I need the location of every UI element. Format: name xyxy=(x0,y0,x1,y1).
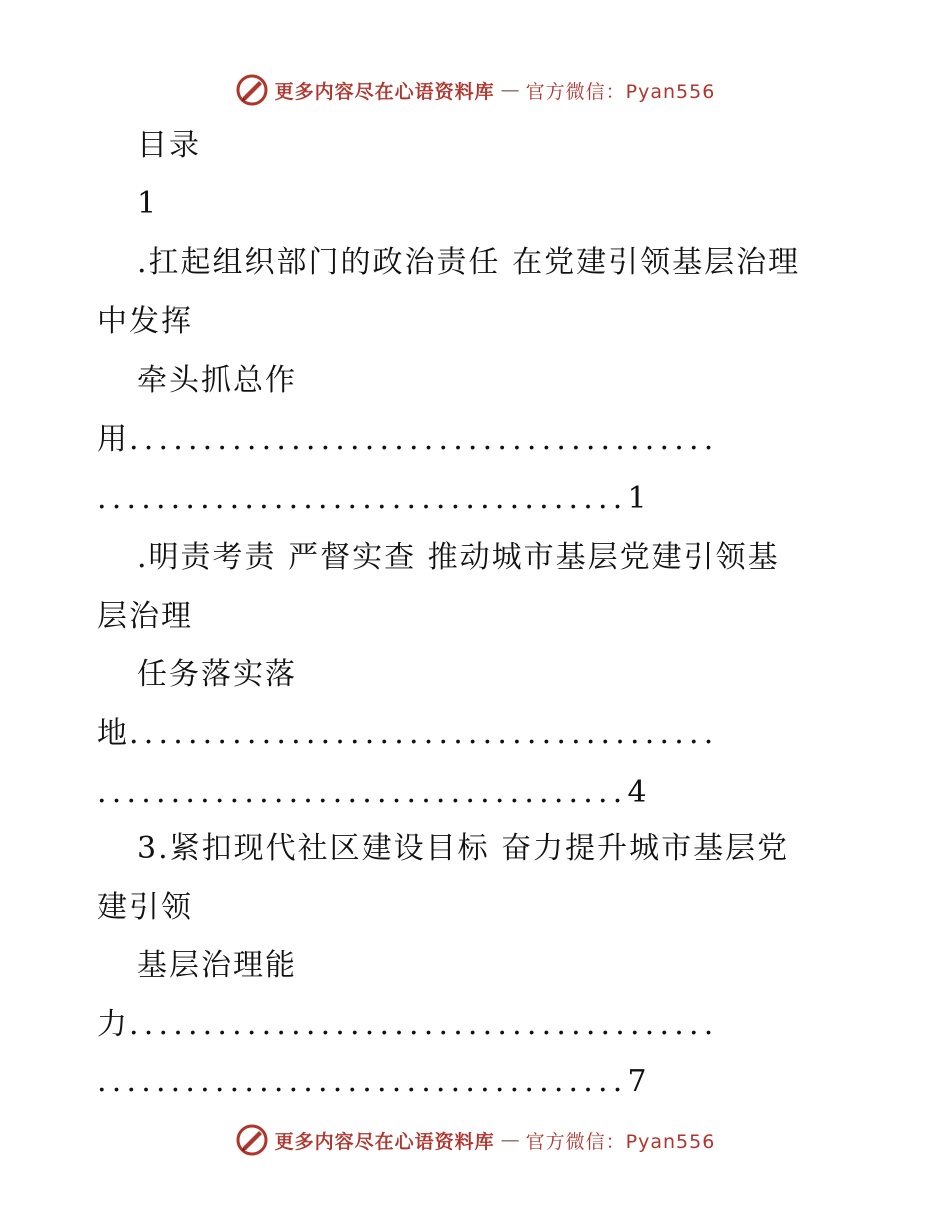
toc-entry3-line3: 基层治理能 xyxy=(137,948,297,983)
toc-entry3-leader2 xyxy=(97,1062,649,1102)
banner-separator: — xyxy=(500,1129,520,1151)
banner-separator: — xyxy=(500,79,520,101)
header-banner xyxy=(0,70,950,110)
toc-entry2-page: 4 xyxy=(627,775,649,810)
toc-entry1-dots: ........................................ xyxy=(129,422,719,457)
toc-entry2-tail: 地 xyxy=(97,716,129,751)
toc-entry1-line1: .扛起组织部门的政治责任 在党建引领基层治理 xyxy=(137,245,801,280)
toc-number-1: 1 xyxy=(137,186,159,221)
banner-text: 更多内容尽在心语资料库 xyxy=(274,80,495,103)
toc-entry2-dots2: .................................... xyxy=(97,775,628,810)
toc-entry2-leader2 xyxy=(97,773,649,813)
toc-entry3-dots2: .................................... xyxy=(97,1064,628,1099)
banner-text: 更多内容尽在心语资料库 xyxy=(274,1130,495,1153)
toc-entry2-line3: 任务落实落 xyxy=(137,657,297,692)
toc-entry1-dots2: .................................... xyxy=(97,481,628,516)
toc-entry3-line1: 3.紧扣现代社区建设目标 奋力提升城市基层党 xyxy=(137,831,790,866)
toc-entry3-line2: 建引领 xyxy=(97,890,193,925)
toc-entry1-line3: 牵头抓总作 xyxy=(137,363,297,398)
toc-entry2-line2: 层治理 xyxy=(97,599,193,634)
toc-entry1-line2: 中发挥 xyxy=(97,304,193,339)
toc-entry2-dots: ........................................ xyxy=(129,716,719,751)
quill-seal-icon xyxy=(235,73,269,107)
toc-entry1-leader2 xyxy=(97,479,649,519)
toc-entry1-tail: 用 xyxy=(97,422,129,457)
toc-title: 目录 xyxy=(137,128,201,163)
footer-banner xyxy=(0,1120,950,1160)
toc-entry1-page: 1 xyxy=(627,481,649,516)
toc-entry1-leader xyxy=(97,420,718,460)
toc-entry3-dots: ........................................ xyxy=(129,1007,719,1042)
banner-contact: 官方微信：Pyan556 xyxy=(525,80,716,103)
quill-seal-icon xyxy=(235,1123,269,1157)
toc-entry3-leader xyxy=(97,1005,718,1045)
toc-entry3-page: 7 xyxy=(627,1064,649,1099)
toc-entry3-tail: 力 xyxy=(97,1007,129,1042)
toc-entry2-leader xyxy=(97,714,718,754)
banner-contact: 官方微信：Pyan556 xyxy=(525,1130,716,1153)
toc-entry2-line1: .明责考责 严督实查 推动城市基层党建引领基 xyxy=(137,540,780,575)
